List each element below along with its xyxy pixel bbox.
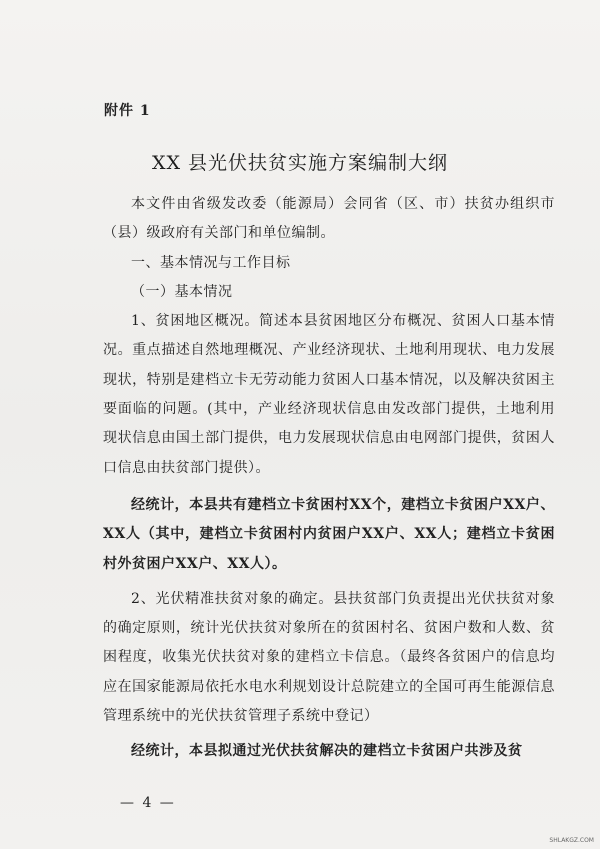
subsection-heading: （一）基本情况 [131, 283, 233, 300]
intro-paragraph: 本文件由省级发改委（能源局）会同省（区、市）扶贫办组织市（县）级政府有关部门和单位编制。 [103, 196, 555, 242]
paragraph-statistics: 经统计，本县共有建档立卡贫困村XX个，建档立卡贫困户XX户、XX人（其中，建档立卡贫困村内贫困户XX户、XX人；建档立卡贫困村外贫困户XX户、XX人）。 [103, 496, 555, 572]
annex-label: 附件 1 [104, 103, 151, 119]
page-number: — 4 — [120, 795, 176, 811]
paragraph-statistics-continued: 经统计，本县拟通过光伏扶贫解决的建档立卡贫困户共涉及贫 [131, 743, 523, 760]
document-body [103, 190, 555, 767]
paragraph-poverty-overview: 1、贫困地区概况。简述本县贫困地区分布概况、贫困人口基本情况。重点描述自然地理概况、产业经济现状、土地利用现状、电力发展现状，特别是建档立卡无劳动能力贫困人口基本情况，以及解决贫困主要面临的问题。(其中，产业经济现状信息由发改部门提供，土地利用现状信息由国土部门提供，电力发展现状信息由电网部门提供，贫困人口信息由扶贫部门提供）。 [103, 313, 555, 476]
document-title: XX 县光伏扶贫实施方案编制大纲 [151, 152, 449, 174]
section-heading: 一、基本情况与工作目标 [131, 254, 291, 271]
paragraph-target-determination: 2、光伏精准扶贫对象的确定。县扶贫部门负责提出光伏扶贫对象的确定原则，统计光伏扶贫对象所在的贫困村名、贫困户数和人数、贫困程度，收集光伏扶贫对象的建档立卡信息。（最终各贫困户的信息均应在国家能源局依托水电水利规划设计总院建立的全国可再生能源信息管理系统中的光伏扶贫管理子系统中登记） [103, 590, 555, 725]
watermark: SHLAKGZ.COM [549, 837, 594, 844]
